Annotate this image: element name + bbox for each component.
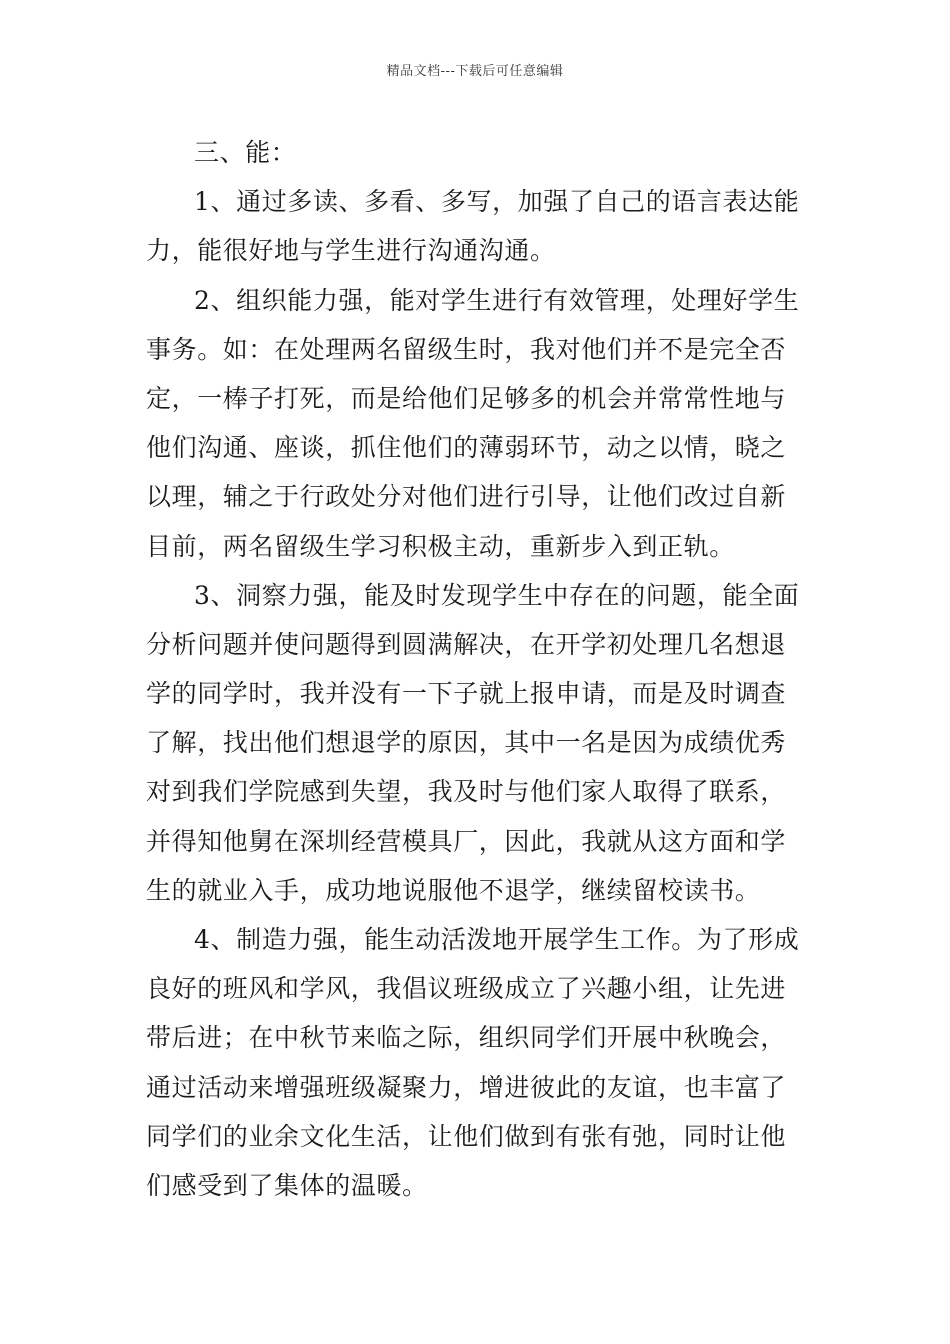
paragraph-line: 学的同学时，我并没有一下子就上报申请，而是及时调查: [146, 679, 787, 709]
paragraph-line: 通过活动来增强班级凝聚力，增进彼此的友谊，也丰富了: [146, 1072, 787, 1102]
document-body: [146, 128, 814, 1210]
paragraph-line: 目前，两名留级生学习积极主动，重新步入到正轨。: [146, 531, 735, 561]
paragraph-line: 并得知他舅在深圳经营模具厂，因此，我就从这方面和学: [146, 826, 787, 856]
paragraph-line: 1、通过多读、多看、多写，加强了自己的语言表达能: [194, 187, 800, 217]
paragraph-1: [146, 177, 814, 275]
page-header: 精品文档---下载后可任意编辑: [386, 64, 564, 79]
section-title: 三、能：: [194, 138, 297, 167]
paragraph-line: 3、洞察力强，能及时发现学生中存在的问题，能全面: [194, 580, 800, 610]
paragraph-line: 事务。如：在处理两名留级生时，我对他们并不是完全否: [146, 334, 787, 364]
paragraph-line: 了解，找出他们想退学的原因，其中一名是因为成绩优秀: [146, 728, 787, 758]
paragraph-2: [146, 276, 814, 571]
paragraph-line: 生的就业入手，成功地说服他不退学，继续留校读书。: [146, 875, 761, 905]
paragraph-line: 2、组织能力强，能对学生进行有效管理，处理好学生: [194, 285, 800, 315]
paragraph-3: [146, 571, 814, 915]
paragraph-line: 良好的班风和学风，我倡议班级成立了兴趣小组，让先进: [146, 974, 787, 1004]
paragraph-line: 力，能很好地与学生进行沟通沟通。: [146, 236, 556, 266]
paragraph-4: [146, 915, 814, 1210]
paragraph-line: 分析问题并使问题得到圆满解决，在开学初处理几名想退: [146, 629, 787, 659]
paragraph-line: 带后进；在中秋节来临之际，组织同学们开展中秋晚会，: [146, 1023, 787, 1053]
paragraph-line: 同学们的业余文化生活，让他们做到有张有弛，同时让他: [146, 1121, 787, 1151]
paragraph-line: 他们沟通、座谈，抓住他们的薄弱环节，动之以情，晓之: [146, 433, 787, 463]
paragraph-line: 定，一棒子打死，而是给他们足够多的机会并常常性地与: [146, 383, 787, 413]
paragraph-line: 以理，辅之于行政处分对他们进行引导，让他们改过自新: [146, 482, 787, 512]
paragraph-line: 4、制造力强，能生动活泼地开展学生工作。为了形成: [194, 925, 800, 954]
paragraph-line: 对到我们学院感到失望，我及时与他们家人取得了联系，: [146, 777, 787, 807]
paragraph-line: 们感受到了集体的温暖。: [146, 1170, 428, 1200]
